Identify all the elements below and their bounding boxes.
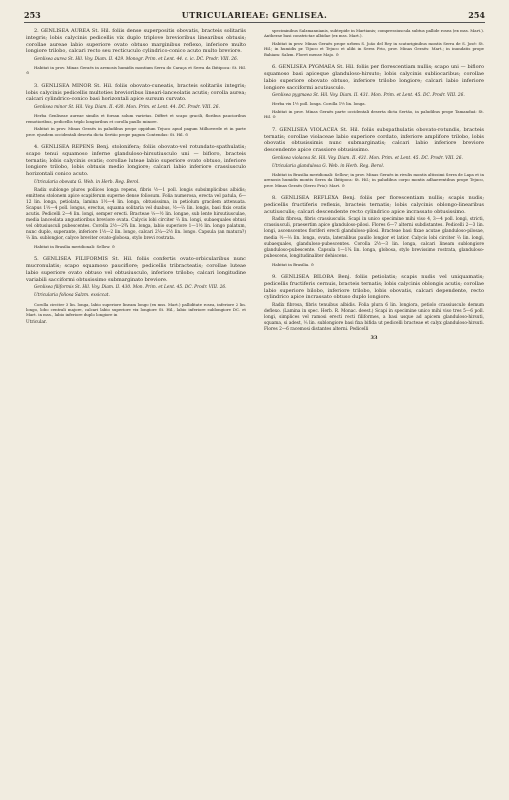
species-description: 4. GENLISEA REPENS Benj. stolonifera; foliis obovato-vel rotundato-spathulatis; scapo tenui squamoso inferne glanduloso-hirsutiusculo uni — bifloro, bracteis ternatis; lobis calycinis ovatis; corollae luteae labio superiore ovato obtuso, inferiore longiore trilobo, lobis obtusis medio longiore; calcari labio inferiore crassiusculo horizontali conico acuto. bbox=[26, 144, 246, 178]
description-paragraph: Radix fibrosa, fibris crassiusculis. Scapi in unico specimine mihi viso 4, 3—4 poll. longi, stricti, crassiusculi, praesertim apice glanduloso-pilosi. Flores 6—7 alterni subdistantes. Pedicelli 2—3 lin. longi, ascenscentes floriferi erecti glanduloso-pilosi. Bracteae basi fixae acutae glanduloso-pilosae, media ½—⅔ lin. longa, ovata, lateralibus paullo longior et latior. Calycis lobi circiter ⅔ lin. longi, subaequales, glanduloso-pubescentes. Corolla 2½—3 lin. longa, calcari lineam sublongiore glanduloso-pubescente. Capsula 1—1¼ lin. longa, globosa, stylo brevissimo rostrata, glanduloso-pubescens, longitudinaliter dehiscens. bbox=[264, 217, 484, 259]
left-column bbox=[26, 28, 246, 783]
citation: Genlisea filiformis St. Hil. Voy. Diam. II. 430. Mon. Prim. et Lent. 45. DC. Prodr. VIII. 26. bbox=[34, 285, 227, 291]
species-description: 9. GENLISEA BILOBA Benj. foliis petiolatis; scapis nudis vel uniquamatis; pedicellis fructiferis cernuis, bracteis ternatis; lobis calycinis oblongis acutis; corollae labio superiore bilobo, inferiore trilobo, lobis obovatis, calcari dependente, recto cylindrico apice incrassato obtuso duplo longiore. bbox=[264, 274, 484, 301]
habitat-note: Habitat in Brasilia. ⊙ bbox=[272, 261, 314, 267]
habitat-note: Habitat in Brasilia meridionali: Sellow. ⊙ bbox=[34, 244, 115, 249]
signature-mark: 33 bbox=[370, 335, 378, 342]
species-description: 8. GENLISEA REFLEXA Benj. foliis per florescentiam nullis; scapis nudis; pedicellis fructiferis reflexis, bracteis ternatis; lobis calycinis oblongo-linearibus acutiusculis; calcari descendente recto cylindrico apice incrassato obtusissimo. bbox=[264, 195, 484, 215]
habitat-note: Habitat in prov. Minas Geraës in arenosis humidis montium Serra do Caraça et Serra da Ibitipoca: St. Hil. ⊙ bbox=[26, 65, 246, 76]
citation: Genlisea violacea St. Hil. Voy. Diam. II. 431. Mon. Prim. et Lent. 45. DC. Prodr. VIII. 26. bbox=[272, 155, 463, 161]
habitat-note: Herba Genliseae aureae similis et forsan solum varietas. Differt et scapo gracili, floribus paucioribus remotioribus, pedicellis triplo longioribus et corolla paullo minore. bbox=[26, 113, 246, 124]
citation: Genlisea pygmaea St. Hil. Voy. Diam. II. 431. Mon. Prim. et Lent. 45. DC. Prodr. VIII. 26. bbox=[272, 93, 465, 99]
habitat-note: Habitat in prov. Minas Geraës in paludibus prope oppidum Tejuco apud pagum Milhoverde et in parte prov. ejusdem occidentali deserta dicta Sertão prope pagum Contendas: St. Hil. ⊙ bbox=[26, 126, 246, 137]
species-description: 2. GENLISEA AUREA St. Hil. foliis dense superpositis obovatis, bracteis solitariis integris; lobis calycinis pedicellis vix duplo triplove brevioribus linearibus obtusis; corollae aureae labio superiore ovato obtuso marginibus reflexo, inferiore multo longiore trilobo, calcari recto seu recticuculo cylindrico-conico acuto multo breviore. bbox=[26, 28, 246, 55]
page-number-right: 254 bbox=[468, 10, 485, 20]
description-paragraph: Radix fibrosa, fibris tenuibus albidis. Folia plura 6 lin. longiora, petiolo crassiusculo demum deflexo. (Lamina in spec. Herb. R. Monac. deest.) Scapi in specimine unico mihi viso tres 5—6 poll. longi, simplices vel ramosi erecti recti filiformes, a basi usque ad apicem glanduloso-hirsuti, squama, si adest, ⅓ lin. sublongiore basi fixa bifida ut pedicelli bracteae et calyx glanduloso-hirsuti. Flores 2—6 racemosi distantes alterni. Pedicelli bbox=[264, 303, 484, 333]
header-rule bbox=[24, 22, 485, 23]
habitat-note: Habitat in Brasilia meridionali: Sellow; in prov. Minas Geraës in rivulis montis altissimi Serra de Lapa et in arenosis humidis montis Serra da Ibitipoca: St. Hil.; in paludibus corpo montis adhaerentibus prope Tejuco, prov. Minas Geraës (Serro Frio): Mart. ⊙ bbox=[264, 171, 484, 188]
habitat-note: Corolla circiter 3 lin. longa, labio superiore lineam longo (ex mss. Mart.) palliditate rosea, inferiore 2 lin. longo, lobo centrali majore, calcari labio superiore vix longiore St. Hil., labio inferiore sublongiore DC. et Mart. in mss., labio inferiore duplo longiore in bbox=[26, 301, 246, 318]
habitat-note: Habitat in prov. Minas Geraës prope urbem S. João del Rey in scaturiginibus montis Serra de S. José: St. Hil.; in humidis pr. Tijuco et Tejuco et alibi in Serra Frio, prov. Minas Geraës: Mart.; in inundatis prope Bahiam: Salzm. Floret mense Majo. ⊙ bbox=[264, 40, 484, 57]
citation: Genlisea aurea St. Hil. Voy. Diam. II. 429. Monogr. Prim. et Lent. 44. c. ic. DC. Prodr. VIII. 26. bbox=[34, 57, 239, 62]
citation: Utricularia foliosa Salzm. exsiccat. bbox=[34, 293, 110, 299]
citation: Genlisea minor St. Hil. Voy. Diam. II. 430. Mon. Prim. et Lent. 44. DC. Prodr. VIII. 26. bbox=[34, 105, 220, 111]
citation: Utricularia obovata G. Web. in Herb. Reg. Berol. bbox=[34, 179, 140, 185]
description-paragraph: Radix sublonge plures pollices longa repens, fibris ½—1 poll. longis subsimplicibus albidis; emittens stolonem apice scapiferum superne dense foliosum. Folia numerosa, erecta vel patula, 6—12 lin. longa, petiolata, lamina 1½—4 lin. longa, obtusissima, in petiolum gracilem attenuata. Scapus 1½—4 poll. longus, erectus, squama solitaria vel duabus, ½—⅔ lin. longis, basi fixis ovatis acutis. Pedicelli 2—4 lin. longi, semper erecti. Bracteae ⅓—½ lin. longae, sub lente hirsutiusculae, media lanceolata angustioribus breviore ovata. Calycis lobi circiter ⅔ lin. longi, subaequales obtusi vel obtusiusculi pubescentes. Corolla 2½—2¾ lin. longa, labio superiore 1—1½ lin. longo palatum, nunc duplo, superante, inferiore 1½—2 lin. longo, calcari 2¼—2½ lin. longo. Capsula (an matura?) ⅔ lin. sublongior, calyce breviter ovato-globosa, stylo brevi rostrata. bbox=[26, 187, 246, 241]
page-number-left: 253 bbox=[24, 10, 41, 20]
citation: Utricularia glandulosa G. Web. in Herb. Reg. Berol. bbox=[272, 163, 385, 169]
species-description: 3. GENLISEA MINOR St. Hil. foliis obovato-cuneatis, bracteis solitariis integris; lobis calycinis pedicellis multoties brevioribus lineari-lanceolatis acutis; corolla aurea; calcari cylindrico-conico basi horizontali apice sursum curvato. bbox=[26, 82, 246, 103]
catchword: Utricular. bbox=[26, 319, 47, 325]
species-description: 5. GENLISEA FILIFORMIS St. Hil. foliis confertis ovato-orbicularibus nunc mucronulatis; scapo squamoso pauciflore; pedicellis tribracteatis; corollae luteae labio superiore ovato obtuso vel obtusiusculo, inferiore trilobo; calcari longitudine variabili sacciformi obtusissimo submarginato breviore. bbox=[26, 256, 246, 283]
running-title: UTRICULARIEAE: GENLISEA. bbox=[181, 10, 328, 20]
species-description: 7. GENLISEA VIOLACEA St. Hil. foliis subspathulatis obovato-rotundis, bracteis ternatis; corollae violaceae labio superiore cordato, inferiore amplifore trilobo, lobis obovatis obtusissimis nunc submarginatis; calcari labio inferiore breviore descendente apice crassiore obtusissimo. bbox=[264, 126, 484, 154]
habitat-note: Herba vix 1½ poll. longa. Corolla 1½ lin. longa. bbox=[272, 101, 366, 107]
habitat-note: Habitat in prov. Minas Geraës parte occidentali deserta dicta Sertão, in paludibus prope Tamanduá: St. Hil. ⊙ bbox=[264, 108, 484, 120]
running-header bbox=[24, 10, 485, 22]
right-column bbox=[264, 28, 484, 783]
habitat-note: speciminibus Salzmannianis, subtepide in Martianis; compressiuscula subtus pallide rosea (ex mss. Mart.). Antherae basi constrictae albidae (ex mss. Mart.). bbox=[264, 28, 484, 39]
species-description: 6. GENLISEA PYGMAEA St. Hil. foliis per florescentiam nullis; scapo uni — bifloro squamoso basi apiceque glanduloso-hirsuto; lobis calycinis subliocaribus; corollae labio superiore obovato obtuso, inferiore trilobo longiore; calcari labio inferiore longiore sacciformi acutiusculo. bbox=[264, 64, 484, 91]
